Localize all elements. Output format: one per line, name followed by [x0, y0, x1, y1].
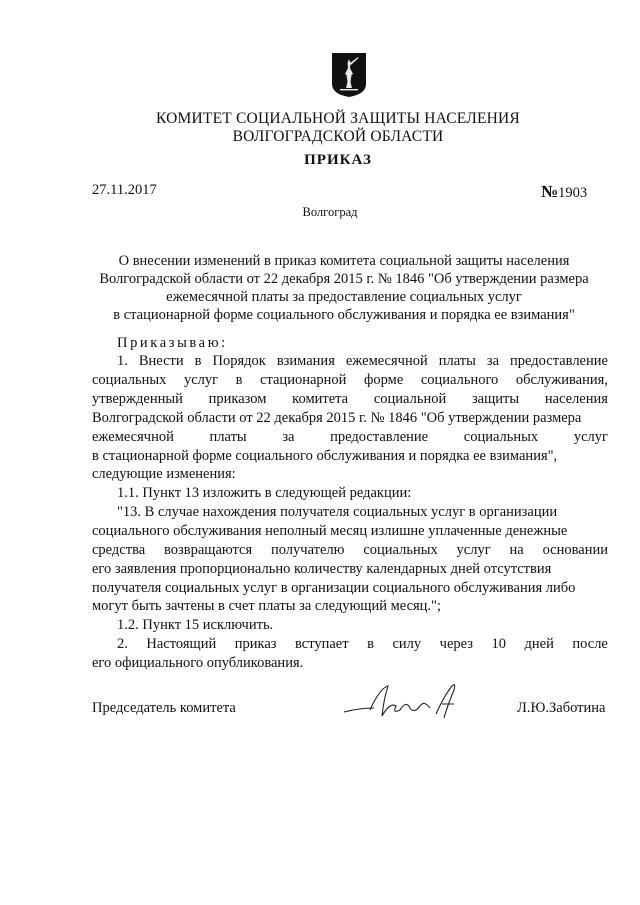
- word: на: [509, 542, 524, 558]
- quote-line5: получателя социальных услуг в организации социального обслуживания либо: [92, 580, 576, 596]
- para1-line5: [92, 429, 608, 446]
- quote-line2: социального обслуживания неполный месяц излишне уплаченные денежные: [92, 523, 568, 539]
- item-1-1: 1.1. Пункт 13 изложить в следующей редакции:: [117, 485, 412, 501]
- signatory-name: Л.Ю.Заботина: [517, 700, 606, 716]
- word: в: [194, 353, 202, 369]
- word: в: [235, 372, 243, 388]
- quote-line4: его заявления пропорционально количеству календарных дней отсутствия: [92, 561, 552, 577]
- word: утвержденный: [92, 391, 183, 407]
- number-value: 1903: [558, 185, 588, 201]
- word: Настоящий: [146, 636, 217, 652]
- word: стационарной: [260, 372, 347, 388]
- word: возвращаются: [164, 542, 253, 558]
- quote-line1: "13. В случае нахождения получателя социальных услуг в организации: [117, 504, 558, 520]
- document-date: 27.11.2017: [92, 182, 157, 198]
- para2-line2: его официального опубликования.: [92, 655, 304, 671]
- word: населения: [544, 391, 608, 407]
- para1-line6: в стационарной форме социального обслуживания и порядка ее взимания",: [92, 448, 558, 464]
- subject-line: Волгоградской области от 22 декабря 2015 г. № 1846 "Об утверждении размера: [99, 271, 589, 287]
- word: платы: [438, 353, 476, 369]
- signatory-position: Председатель комитета: [92, 700, 236, 716]
- word: социальных: [92, 372, 167, 388]
- document-subject: [82, 252, 606, 324]
- word: получателю: [270, 542, 345, 558]
- para1-line1: [117, 353, 608, 370]
- item-1-2: 1.2. Пункт 15 исключить.: [117, 617, 274, 633]
- word: в: [367, 636, 374, 652]
- word: услуг: [573, 429, 608, 445]
- word: Внести: [138, 353, 184, 369]
- order-word: Приказываю:: [117, 335, 228, 351]
- subject-line: в стационарной форме социального обслуживания и порядка ее взимания": [113, 307, 575, 323]
- document-number: [541, 182, 587, 202]
- document-title: ПРИКАЗ: [304, 152, 372, 168]
- subject-line: ежемесячной платы за предоставление социальных услуг: [166, 289, 522, 305]
- para1-line7: следующие изменения:: [92, 466, 236, 482]
- city: Волгоград: [302, 205, 358, 219]
- word: вступает: [295, 636, 349, 652]
- word: форме: [363, 372, 404, 388]
- subject-line: О внесении изменений в приказ комитета социальной защиты населения: [118, 253, 570, 269]
- handwritten-signature: [340, 678, 470, 726]
- word: социальной: [373, 391, 447, 407]
- para2-line1: [117, 636, 608, 653]
- para1-line4: Волгоградской области от 22 декабря 2015 г. № 1846 "Об утверждении размера: [92, 410, 582, 426]
- word: основании: [542, 542, 608, 558]
- word: приказ: [234, 636, 277, 652]
- word: предоставление: [510, 353, 608, 369]
- org-name-line1: КОМИТЕТ СОЦИАЛЬНОЙ ЗАЩИТЫ НАСЕЛЕНИЯ: [156, 110, 520, 127]
- word: 10: [491, 636, 507, 652]
- word: комитета: [292, 391, 349, 407]
- number-sign: №: [541, 182, 559, 201]
- word: 2.: [117, 636, 128, 652]
- word: после: [572, 636, 608, 652]
- word: услуг: [456, 542, 491, 558]
- org-name-line2: ВОЛГОГРАДСКОЙ ОБЛАСТИ: [232, 128, 444, 145]
- word: социального: [420, 372, 499, 388]
- para1-line3: [92, 391, 608, 408]
- word: ежемесячной: [345, 353, 428, 369]
- word: через: [439, 636, 473, 652]
- word: предоставление: [330, 429, 429, 445]
- word: за: [486, 353, 500, 369]
- coat-of-arms-icon: [331, 52, 367, 98]
- word: защиты: [471, 391, 520, 407]
- word: дней: [524, 636, 554, 652]
- word: Порядок: [212, 353, 266, 369]
- word: платы: [209, 429, 247, 445]
- quote-line3: [92, 542, 608, 559]
- word: средства: [92, 542, 146, 558]
- word: приказом: [208, 391, 267, 407]
- word: услуг: [183, 372, 219, 388]
- word: силу: [392, 636, 422, 652]
- para1-line2: [92, 372, 608, 389]
- word: социальных: [363, 542, 438, 558]
- word: социальных: [463, 429, 539, 445]
- word: ежемесячной: [92, 429, 174, 445]
- word: обслуживания,: [515, 372, 608, 388]
- word: 1.: [117, 353, 128, 369]
- word: взимания: [276, 353, 335, 369]
- word: за: [282, 429, 295, 445]
- quote-line6: могут быть зачтены в счет платы за следующий месяц.";: [92, 598, 442, 614]
